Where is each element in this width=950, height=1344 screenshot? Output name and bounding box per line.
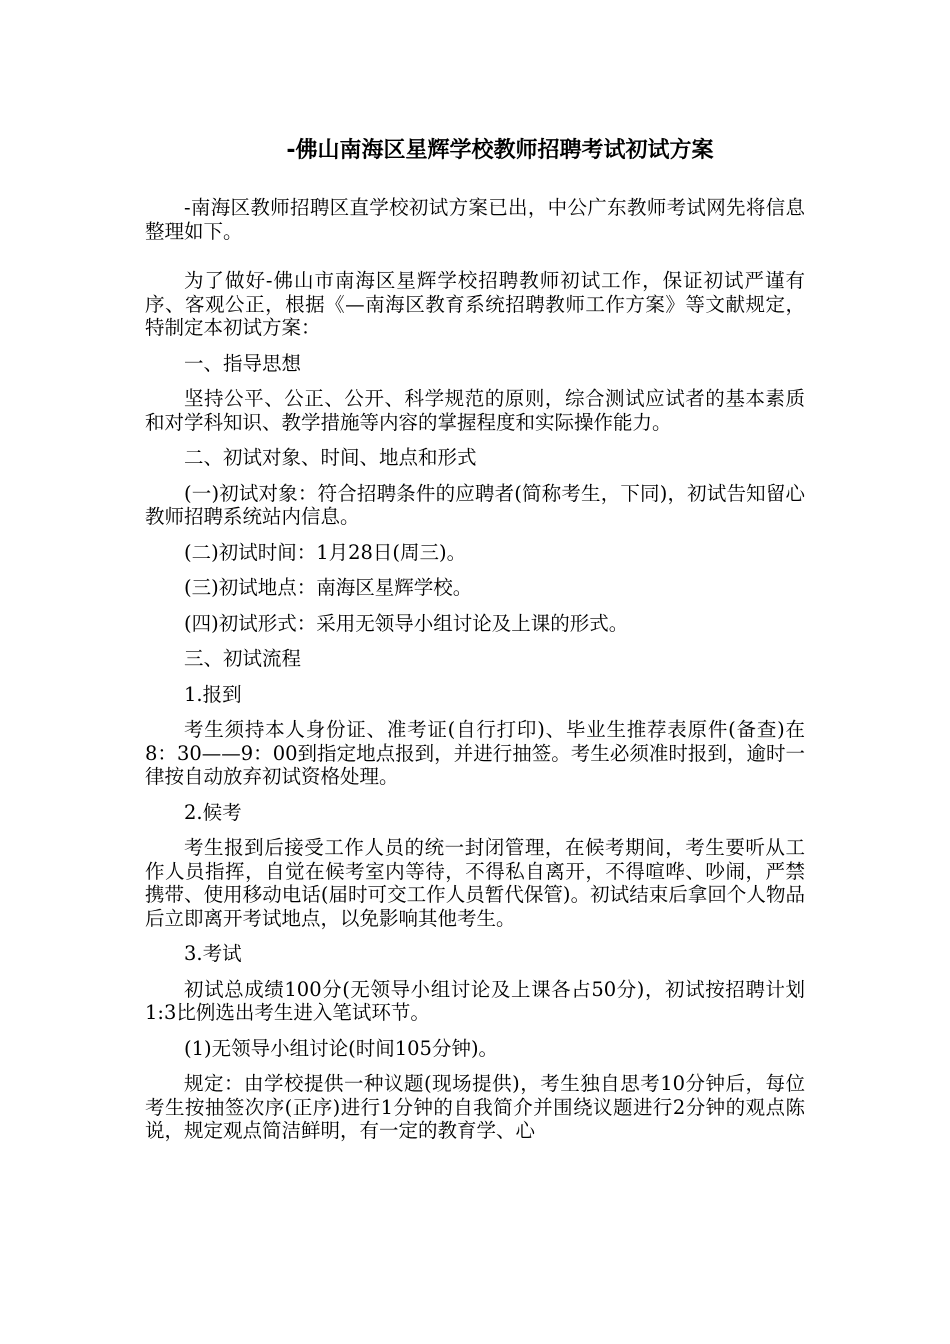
body-paragraph: 规定：由学校提供一种议题(现场提供)，考生独自思考10分钟后，每位考生按抽签次序(正序)进行1分钟的自我简介并围绕议题进行2分钟的观点陈说，规定观点简洁鲜明，有一定的教育学、心 bbox=[145, 1072, 805, 1142]
body-paragraph: (四)初试形式：采用无领导小组讨论及上课的形式。 bbox=[184, 611, 629, 635]
section-heading: 三、初试流程 bbox=[184, 647, 302, 670]
document-title: -佛山南海区星辉学校教师招聘考试初试方案 bbox=[286, 138, 714, 163]
body-paragraph: 初试总成绩100分(无领导小组讨论及上课各占50分)，初试按招聘计划1:3比例选出考生进入笔试环节。 bbox=[145, 977, 805, 1024]
subsection-heading: 2.候考 bbox=[184, 800, 242, 824]
subsection-heading: 1.报到 bbox=[184, 682, 242, 706]
body-paragraph: 考生须持本人身份证、准考证(自行打印)、毕业生推荐表原件(备查)在8：30——9：00到指定地点报到，并进行抽签。考生必须准时报到，逾时一律按自动放弃初试资格处理。 bbox=[145, 718, 805, 788]
body-paragraph: (1)无领导小组讨论(时间105分钟)。 bbox=[184, 1036, 499, 1060]
section-heading: 二、初试对象、时间、地点和形式 bbox=[184, 446, 477, 469]
document-body bbox=[145, 196, 805, 1155]
body-paragraph: 考生报到后接受工作人员的统一封闭管理，在候考期间，考生要听从工作人员指挥，自觉在候考室内等待，不得私自离开，不得喧哗、吵闹，严禁携带、使用移动电话(届时可交工作人员暂代保管)。初试结束后拿回个人物品后立即离开考试地点，以免影响其他考生。 bbox=[145, 836, 805, 930]
intro-paragraph: -南海区教师招聘区直学校初试方案已出，中公广东教师考试网先将信息整理如下。 bbox=[145, 196, 805, 243]
subsection-heading: 3.考试 bbox=[184, 942, 242, 965]
purpose-paragraph: 为了做好-佛山市南海区星辉学校招聘教师初试工作，保证初试严谨有序、客观公正，根据《—南海区教育系统招聘教师工作方案》等文献规定，特制定本初试方案： bbox=[145, 269, 805, 339]
body-paragraph: (一)初试对象：符合招聘条件的应聘者(简称考生，下同)，初试告知留心教师招聘系统站内信息。 bbox=[145, 481, 805, 528]
body-paragraph: (二)初试时间：1月28日(周三)。 bbox=[184, 540, 467, 564]
body-paragraph: (三)初试地点：南海区星辉学校。 bbox=[184, 576, 473, 599]
section-heading: 一、指导思想 bbox=[184, 351, 302, 375]
body-paragraph: 坚持公平、公正、公开、科学规范的原则，综合测试应试者的基本素质和对学科知识、教学措施等内容的掌握程度和实际操作能力。 bbox=[145, 387, 805, 434]
